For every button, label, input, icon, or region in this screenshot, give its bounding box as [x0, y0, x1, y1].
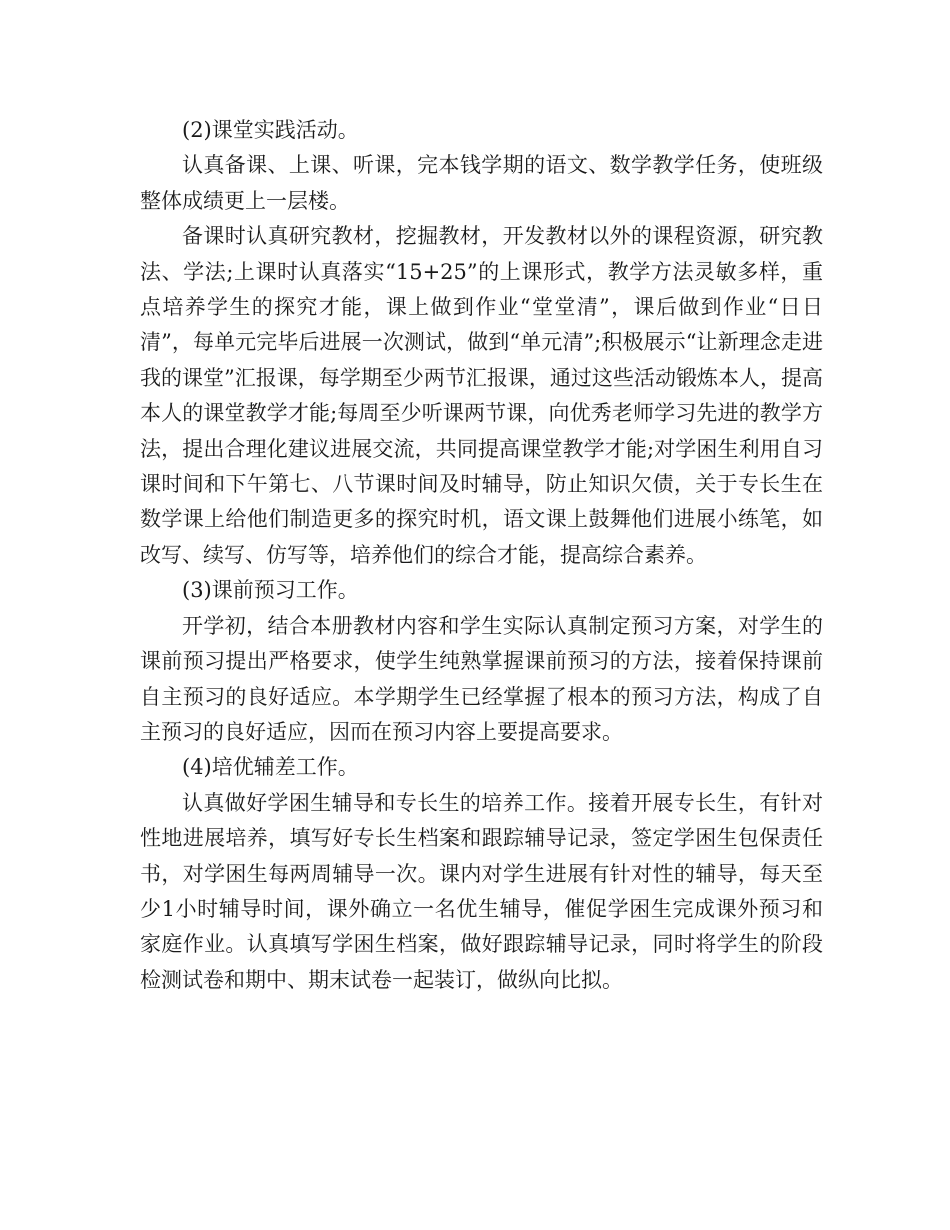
paragraph-teaching-tasks: 认真备课、上课、听课，完本钱学期的语文、数学教学任务，使班级整体成绩更上一层楼。	[140, 153, 823, 213]
section-heading-preview-work: (3)课前预习工作。	[182, 578, 359, 603]
section-heading-classroom-practice: (2)课堂实践活动。	[182, 118, 359, 142]
paragraph-lesson-preparation: 备课时认真研究教材，挖掘教材，开发教材以外的课程资源，研究教法、学法;上课时认真落实“15+25”的上课形式，教学方法灵敏多样，重点培养学生的探究才能，课上做到作业“堂堂清”，课后做到作业“日日清”，每单元完毕后进展一次测试，做到“单元清”;积极展示“让新理念走进我的课堂”汇报课，每学期至少两节汇报课，通过这些活动锻炼本人，提高本人的课堂教学才能;每周至少听课两节课，向优秀老师学习先进的教学方法，提出合理化建议进展交流，共同提高课堂教学才能;对学困生利用自习课时间和下午第七、八节课时间及时辅导，防止知识欠债，关于专长生在数学课上给他们制造更多的探究时机，语文课上鼓舞他们进展小练笔，如改写、续写、仿写等，培养他们的综合才能，提高综合素养。	[140, 224, 823, 567]
section-heading-tutoring-work: (4)培优辅差工作。	[182, 755, 359, 780]
paragraph-tutoring-details: 认真做好学困生辅导和专长生的培养工作。接着开展专长生，有针对性地进展培养，填写好专长生档案和跟踪辅导记录，签定学困生包保责任书，对学困生每两周辅导一次。课内对学生进展有针对性的辅导，每天至少1小时辅导时间，课外确立一名优生辅导，催促学困生完成课外预习和家庭作业。认真填写学困生档案，做好跟踪辅导记录，同时将学生的阶段检测试卷和期中、期末试卷一起装订，做纵向比拟。	[140, 790, 823, 992]
paragraph-preview-plan: 开学初，结合本册教材内容和学生实际认真制定预习方案，对学生的课前预习提出严格要求，使学生纯熟掌握课前预习的方法，接着保持课前自主预习的良好适应。本学期学生已经掌握了根本的预习方法，构成了自主预习的良好适应，因而在预习内容上要提高要求。	[140, 613, 823, 744]
document-page	[140, 113, 823, 998]
